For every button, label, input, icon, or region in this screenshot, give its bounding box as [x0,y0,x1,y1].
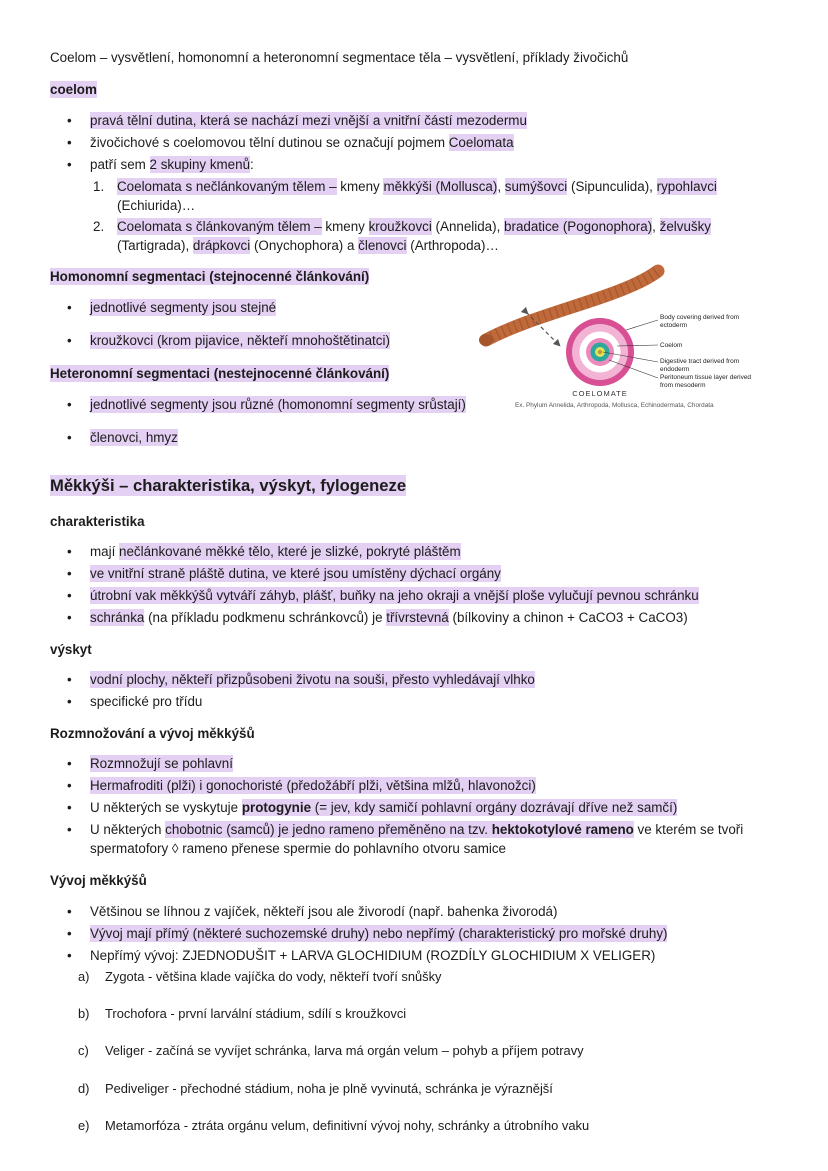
list-item-text [117,177,757,215]
doc-title [50,48,786,67]
list-item-text [105,1117,589,1135]
bullet-primy-neprimy [67,924,786,943]
list-item-text [90,670,535,689]
text-run: nečlánkované měkké tělo, které je slizké, pokryté pláštěm [119,544,461,560]
list-item-text [105,1042,584,1060]
list-marker: • [67,610,72,626]
list-item-text [90,395,466,414]
list-marker: • [67,694,72,710]
bullet-krouzkovci [67,331,786,350]
list-marker: • [67,672,72,688]
text-run: želvušky [659,219,711,235]
figure-label-endoderm: Digestive tract derived from endoderm [660,358,740,374]
list-item-text [105,968,442,986]
bullet-clenovci-hmyz [67,428,786,447]
list-marker: • [67,135,72,151]
bullet-skupiny-kmenu [67,155,786,174]
list-marker: • [67,588,72,604]
text-run: Coelom – vysvětlení, homonomní a heteronomní segmentace těla – vysvětlení, příklady živočichů [50,50,629,65]
text-run: hektokotylové rameno [491,822,634,838]
text-run: Pediveliger - přechodné stádium, noha je plně vyvinutá, schránka je výraznější [105,1080,553,1096]
list-marker: • [67,397,72,413]
text-run: ve vnitřní straně pláště dutina, ve které jsou umístěny dýchací orgány [90,566,501,582]
heading-heteronomni [50,364,786,383]
text-run: protogynie [241,800,312,816]
text-run: měkkýši (Mollusca) [383,179,498,195]
list-marker: • [67,544,72,560]
text-run: 2 skupiny kmenů [149,157,251,173]
figure-label-coelom: Coelom [660,342,683,349]
text-run: jednotlivé segmenty jsou různé (homonomní segmenty srůstají) [90,397,466,413]
text-run: kmeny [321,219,369,235]
text-run: (Echiurida)… [117,198,196,214]
heading-vyskyt [50,640,786,659]
bullet-vodni-plochy [67,670,786,689]
text-run: bradatice (Pogonophora) [504,219,653,235]
list-item-text [90,331,390,350]
heading-mekkysi [50,474,786,498]
text-run: Heteronomní segmentaci (nestejnocenné článkování) [50,366,390,382]
lettered-zygota [78,968,786,986]
text-run: Coelomata s článkovaným tělem – [117,219,322,235]
list-marker: • [67,903,72,919]
text-run: Coelomata [448,135,514,151]
numbered-clankovane-telo [93,217,786,255]
text-run: členovci, hmyz [90,430,178,446]
bullet-segmenty-ruzne [67,395,786,414]
text-run: sumýšovci [504,179,568,195]
text-run: specifické pro třídu [90,694,203,710]
text-run: pravá tělní dutina, která se nachází mezi vnější a vnitřní částí mezodermu [90,113,527,129]
text-run: kroužkovci (krom pijavice, někteří mnohoštětinatci) [90,333,390,349]
list-item-text [90,820,785,858]
text-run: útrobní vak měkkýšů vytváří záhyb, plášť, buňky na jeho okraji a vnější ploše vylučují pevnou schránku [90,588,699,604]
list-item-text [90,133,514,152]
text-run: kmeny [336,179,384,195]
text-run: (Tartigrada), [117,238,193,254]
bullet-mekke-telo [67,542,786,561]
text-run: charakteristika [50,514,145,530]
list-item-text [117,217,757,255]
bullet-coelom-definition [67,111,786,130]
text-run: drápkovci [192,238,251,254]
document-content [50,48,786,1154]
list-item-text [105,1080,553,1098]
list-marker: • [67,822,72,838]
text-run: Vývoj měkkýšů [50,873,147,889]
list-item-text [90,754,233,773]
list-item-text [90,692,202,711]
text-run: Rozmnožování a vývoj měkkýšů [50,726,255,742]
list-item-text [90,776,536,795]
list-marker: • [67,113,72,129]
text-run: Trochofora - první larvální stádium, sdílí s kroužkovci [105,1005,407,1021]
bullet-utrobni-vak [67,586,786,605]
text-run: (bílkoviny a chinon + CaCO3 + CaCO3) [448,610,688,626]
bullet-specificke [67,692,786,711]
text-run: Veliger - začíná se vyvíjet schránka, larva má orgán velum – pohyb a příjem potravy [105,1043,584,1059]
list-marker: b) [78,1005,90,1021]
bullet-schranka [67,608,786,627]
text-run: (Arthropoda)… [406,238,499,254]
list-marker: a) [78,968,90,984]
text-run: Vývoj mají přímý (některé suchozemské druhy) nebo nepřímý (charakteristický pro mořské druhy) [90,925,668,941]
list-marker: • [67,333,72,349]
list-item-text [90,111,527,130]
text-run: : [250,157,254,173]
list-marker: 1. [93,179,105,195]
text-run: Zygota - většina klade vajíčka do vody, někteří tvoří snůšky [105,968,442,984]
figure-title: COELOMATE [572,389,628,398]
list-item-text [90,428,178,447]
lettered-pediveliger [78,1080,786,1098]
bullet-coelomata [67,133,786,152]
text-run: živočichové s coelomovou tělní dutinou se označují pojmem [90,135,449,151]
list-item-text [90,298,276,317]
list-marker: • [67,925,72,941]
bullet-pohlavni [67,754,786,773]
numbered-neclankovane-telo [93,177,786,215]
text-run: chobotnic (samců) je jedno rameno přeměněno na tzv. [165,822,492,838]
text-run: Hermafroditi (plži) i gonochoristé (předožábří plži, většina mlžů, hlavonožci) [90,778,536,794]
list-marker: • [67,778,72,794]
text-run: (Annelida), [431,219,505,235]
text-run: Měkkýši – charakteristika, výskyt, fylogeneze [50,476,407,496]
text-run: , [497,179,505,195]
text-run: ve kterém se tvoři spermatofory ◊ rameno přenese spermie do pohlavního otvoru samice [90,822,744,857]
heading-rozmnozovani [50,724,786,743]
list-marker: • [67,800,72,816]
text-run: , [652,219,660,235]
list-item-text [90,798,677,817]
text-run: kroužkovci [368,219,432,235]
bullet-vajicka [67,902,786,921]
list-item-text [105,1005,406,1023]
heading-coelom [50,80,786,99]
list-item-text [90,924,667,943]
list-item-text [90,608,688,627]
lettered-trochofora [78,1005,786,1023]
list-item-text [90,564,501,583]
list-marker: 2. [93,219,105,235]
list-marker: d) [78,1080,90,1096]
list-marker: • [67,300,72,316]
list-item-text [90,155,254,174]
bullet-protogynie [67,798,786,817]
heading-charakteristika [50,512,786,531]
text-run: rypohlavci [656,179,717,195]
list-marker: • [67,430,72,446]
text-run: členovci [358,238,407,254]
text-run: (Onychophora) a [250,238,359,254]
bullet-plast-dutina [67,564,786,583]
list-item-text [90,542,461,561]
text-run: Coelomata s nečlánkovaným tělem – [117,179,337,195]
lettered-veliger [78,1042,786,1060]
text-run: mají [90,544,120,560]
text-run: (= jev, kdy samičí pohlavní orgány dozrávají dříve než samčí) [311,800,678,816]
bullet-neprimy-vyvoj [67,946,786,965]
heading-vyvoj [50,871,786,890]
text-run: Většinou se líhnou z vajíček, někteří jsou ale živorodí (např. bahenka živorodá) [90,903,558,919]
text-run: vodní plochy, někteří přizpůsobeni životu na souši, přesto vyhledávají vlhko [90,672,535,688]
list-marker: e) [78,1117,90,1133]
list-marker: • [67,157,72,173]
text-run: výskyt [50,642,92,658]
text-run: (Sipunculida), [567,179,657,195]
text-run: (na příkladu podkmenu schránkovců) je [144,610,387,626]
text-run: Metamorfóza - ztráta orgánu velum, definitivní vývoj nohy, schránky a útrobního vaku [105,1117,590,1133]
text-run: U některých se vyskytuje [90,800,242,816]
text-run: schránka [90,610,145,626]
list-marker: • [67,947,72,963]
text-run: jednotlivé segmenty jsou stejné [90,300,277,316]
bullet-segmenty-stejne [67,298,786,317]
text-run: Homonomní segmentaci (stejnocenné článkování) [50,269,370,285]
figure-label-mesoderm: Peritoneum tissue layer derived from mesoderm [660,374,752,390]
list-item-text [90,946,655,965]
figure-caption: Ex. Phylum Annelida, Arthropoda, Mollusca, Echinodermata, Chordata [515,402,714,409]
lettered-metamorfoza [78,1117,786,1135]
text-run: Nepřímý vývoj: ZJEDNODUŠIT + LARVA GLOCHIDIUM (ROZDÍLY GLOCHIDIUM X VELIGER) [90,947,656,963]
bullet-hektokotylove [67,820,786,858]
list-marker: • [67,756,72,772]
list-marker: c) [78,1043,89,1059]
bullet-hermafroditi [67,776,786,795]
list-marker: • [67,566,72,582]
list-item-text [90,902,557,921]
text-run: patří sem [90,157,150,173]
text-run: U některých [90,822,166,838]
text-run: coelom [50,82,97,98]
text-run: třívrstevná [386,610,449,626]
text-run: Rozmnožují se pohlavní [90,756,233,772]
heading-homonomni [50,267,786,286]
figure-label-ectoderm: Body covering derived from ectoderm [660,314,740,330]
list-item-text [90,586,699,605]
